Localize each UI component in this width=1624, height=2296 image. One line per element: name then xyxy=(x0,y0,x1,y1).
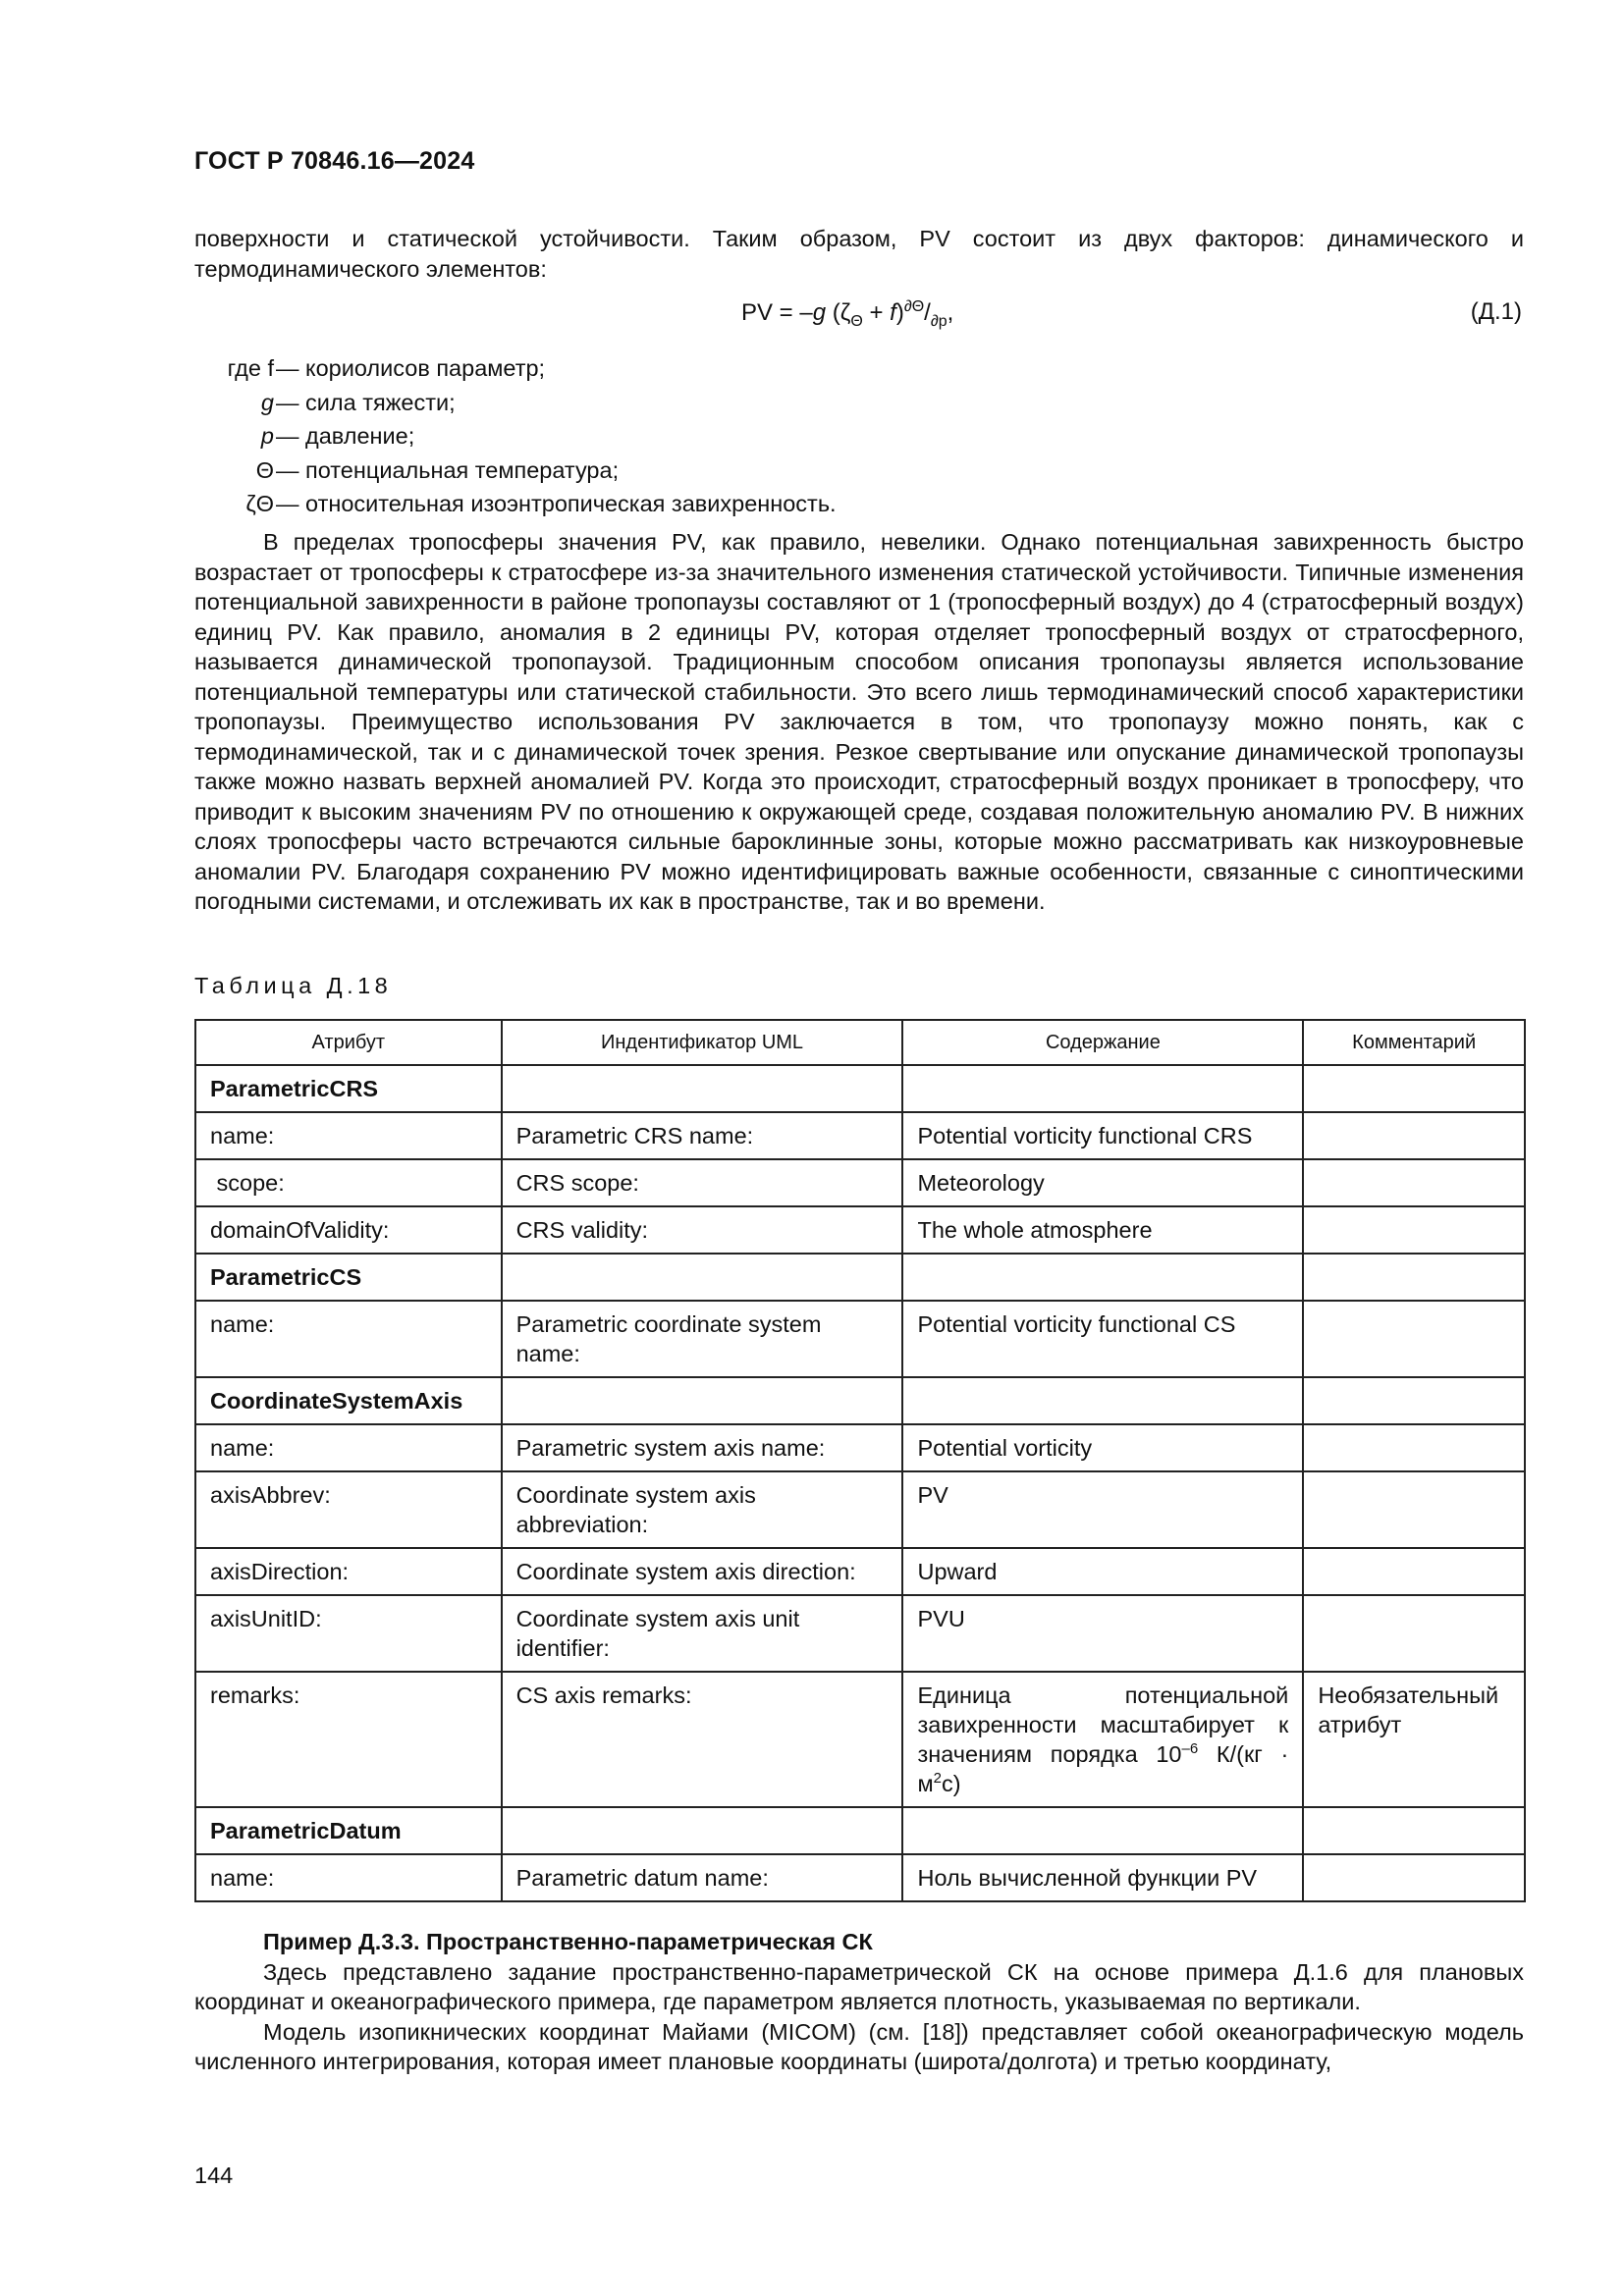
document-header: ГОСТ Р 70846.16—2024 xyxy=(194,147,475,175)
table-row: scope: CRS scope: Meteorology xyxy=(195,1159,1525,1206)
table-row: CoordinateSystemAxis xyxy=(195,1377,1525,1424)
intro-paragraph: поверхности и статической устойчивости. Таким образом, PV состоит из двух факторов: динамического и термодинамического элементов: xyxy=(194,226,1524,282)
equation-number: (Д.1) xyxy=(1470,298,1522,325)
remarks-content-cell: Единица потенциальной завихренности масштабирует к значениям порядка $10^{-6}$ $К/(кг \cdot м^2с)$ xyxy=(902,1672,1303,1807)
example-title: Пример Д.3.3. Пространственно-параметрическая СК xyxy=(263,1929,873,1954)
table-row: ParametricCS xyxy=(195,1254,1525,1301)
formula-pv: PV = –g $(\zeta_\Theta + f)^{\partial\Theta}/_{\partial p}$, xyxy=(741,298,954,330)
column-header: Комментарий xyxy=(1303,1020,1525,1065)
definition-item: g — сила тяжести; xyxy=(260,389,456,415)
table-row: ParametricDatum xyxy=(195,1807,1525,1854)
table-row: domainOfValidity: CRS validity: The whole atmosphere xyxy=(195,1206,1525,1254)
definition-item: Θ — потенциальная температура; xyxy=(255,456,620,483)
page-number: 144 xyxy=(194,2163,234,2188)
main-paragraph: В пределах тропосферы значения PV, как правило, невелики. Однако потенциальная завихренность быстро возрастает от тропосферы к стратосфере из-за значительного изменения статической устойчивости. Типичные изменения потенциальной завихренности в районе тропопаузы составляют от 1 (тропосферный воздух) до 4 (стратосферный воздух) единиц PV. Как правило, аномалия в 2 единицы PV, которая отделяет тропосферный воздух от стратосферного, называется динамической тропопаузой. Традиционным способом описания тропопаузы является использование потенциальной температуры или статической стабильности. Это всего лишь термодинамический способ характеристики тропопаузы. Преимущество использования PV заключается в том, что тропопаузу можно понять, как с термодинамической, так и с динамической точек зрения. Резкое свертывание или опускание динамической тропопаузы также можно назвать верхней аномалией PV. Когда это происходит, стратосферный воздух проникает в тропосферу, что приводит к высоким значениям PV по отношению к окружающей среде, создавая положительную аномалию PV. В нижних слоях тропосферы часто встречаются сильные бароклинные зоны, которые можно рассматривать как низкоуровневые аномалии PV. Благодаря сохранению PV можно идентифицировать важные особенности, связанные с синоптическими погодными системами, и отслеживать их как в пространстве, так и во времени. xyxy=(194,529,1524,914)
table-row: name: Parametric datum name: Ноль вычисленной функции PV xyxy=(195,1854,1525,1901)
definition-item: p — давление; xyxy=(260,423,415,450)
definitions-list xyxy=(194,351,1176,521)
formula-row xyxy=(194,298,1524,338)
column-header: Индентификатор UML xyxy=(502,1020,903,1065)
table-row: name: Parametric system axis name: Potential vorticity xyxy=(195,1424,1525,1471)
attributes-table xyxy=(194,1019,1526,1902)
table-row: axisDirection: Coordinate system axis direction: Upward xyxy=(195,1548,1525,1595)
definition-item: ζΘ — относительная изоэнтропическая завихренность. xyxy=(245,491,837,517)
example-paragraph: Здесь представлено задание пространственно-параметрической СК на основе примера Д.1.6 для плановых координат и океанографического примера, где параметром является плотность, указываемая по вертикали. xyxy=(194,1958,1524,2014)
table-row: axisUnitID: Coordinate system axis unit identifier: PVU xyxy=(195,1595,1525,1672)
table-row: axisAbbrev: Coordinate system axis abbreviation: PV xyxy=(195,1471,1525,1548)
definition-item: где f — кориолисов параметр; xyxy=(227,355,546,381)
table-caption: Таблица Д.18 xyxy=(194,973,393,998)
table-row: name: Parametric coordinate system name: Potential vorticity functional CS xyxy=(195,1301,1525,1377)
example-paragraph: Модель изопикнических координат Майами (MICOM) (см. [18]) представляет собой океанографическую модель численного интегрирования, которая имеет плановые координаты (широта/долгота) и третью координату, xyxy=(194,2018,1524,2074)
table-header-row xyxy=(195,1020,1525,1065)
column-header: Атрибут xyxy=(195,1020,502,1065)
column-header: Содержание xyxy=(902,1020,1303,1065)
table-row: remarks: CS axis remarks: Единица потенциальной завихренности масштабирует к значениям порядка $10^{-6}$ $К/(кг \cdot м^2с)$ Необязательный атрибут xyxy=(195,1672,1525,1807)
example-section xyxy=(194,1927,1524,2077)
table-row: name: Parametric CRS name: Potential vorticity functional CRS xyxy=(195,1112,1525,1159)
table-row: ParametricCRS xyxy=(195,1065,1525,1112)
